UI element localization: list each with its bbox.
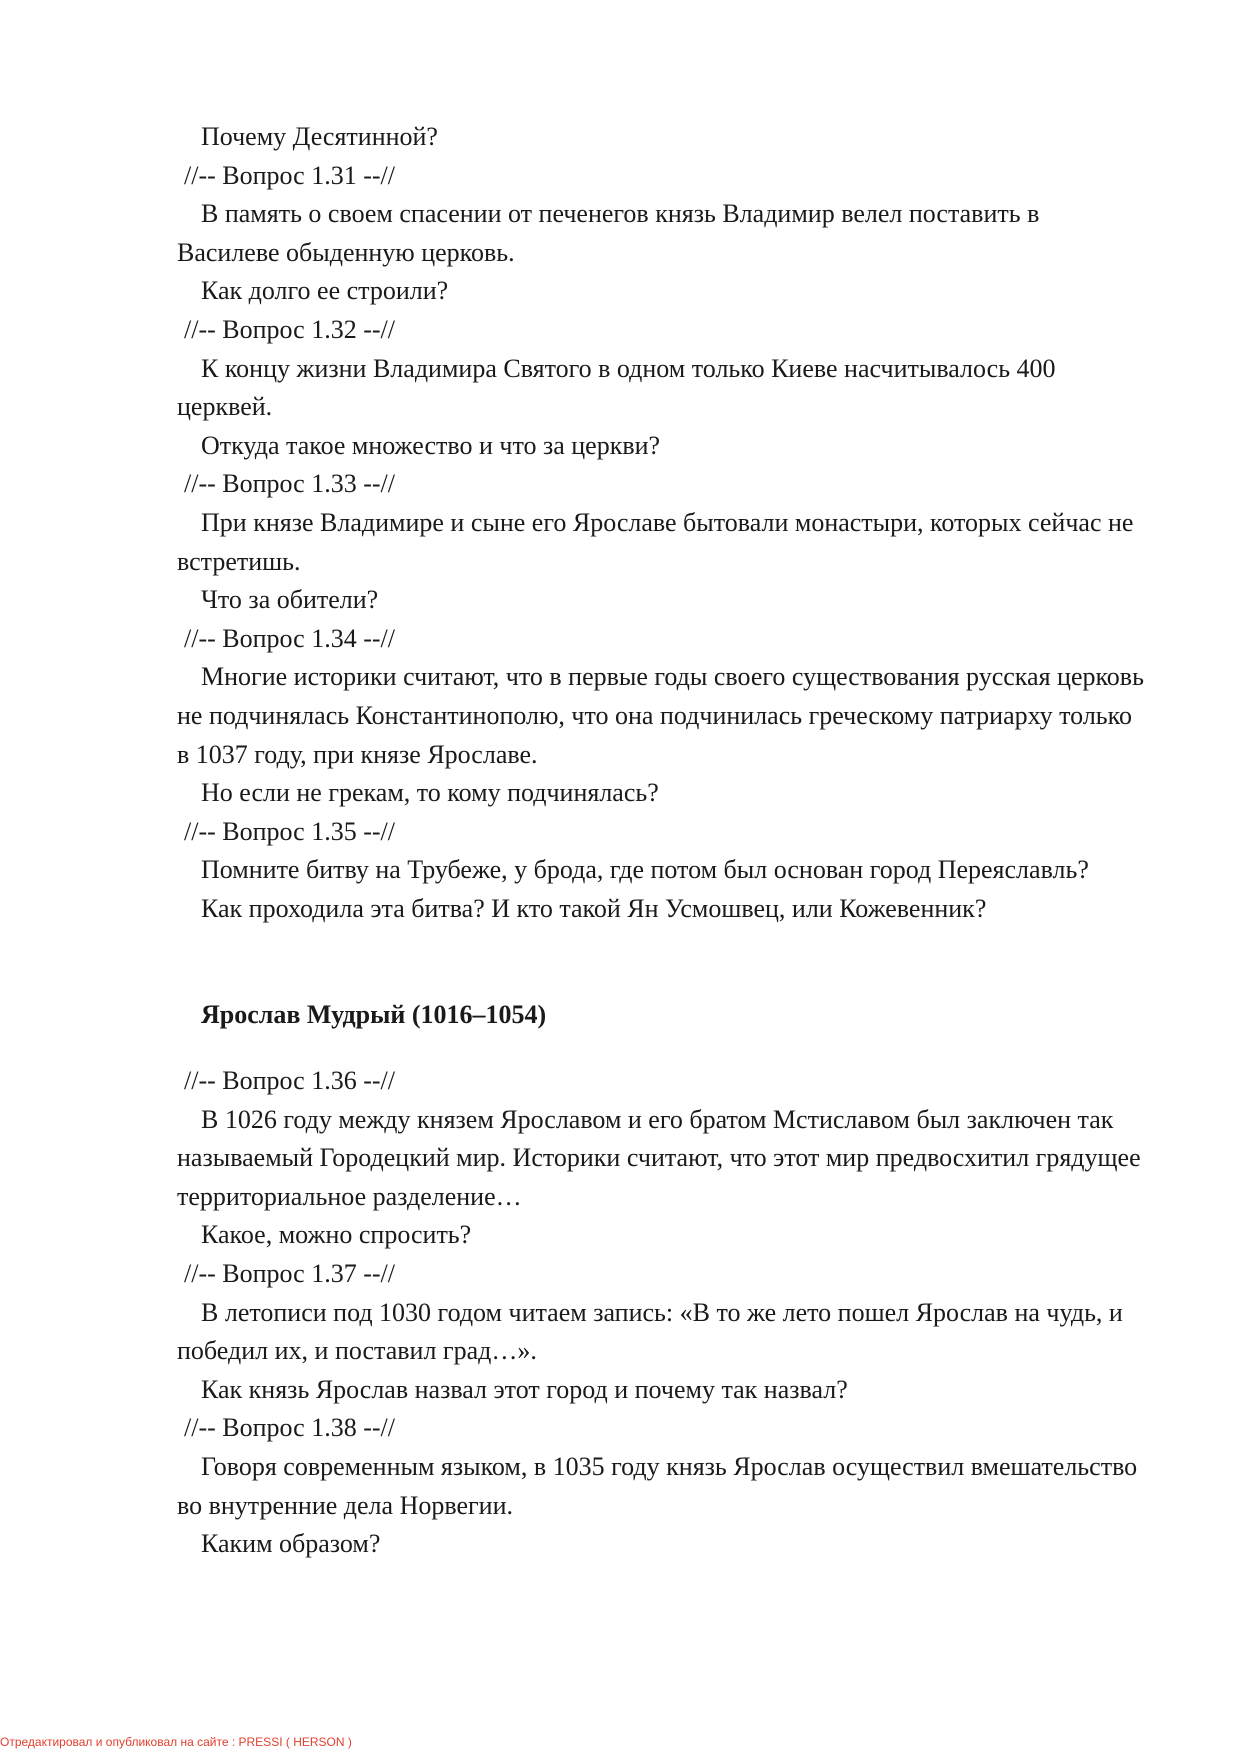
document-body [177, 118, 1147, 1564]
paragraph: Что за обители? [201, 585, 379, 615]
paragraph: Какое, можно спросить? [201, 1220, 472, 1250]
paragraph: Почему Десятинной? [201, 122, 438, 151]
paragraph: При князе Владимире и сыне его Ярославе бытовали монастыри, которых сейчас не встретишь. [177, 507, 1134, 576]
paragraph: Откуда такое множество и что за церкви? [201, 430, 661, 460]
paragraph: В летописи под 1030 годом читаем запись: «В то же лето пошел Ярослав на чудь, и победил их, и поставил град…». [177, 1297, 1123, 1366]
paragraph: Помните битву на Трубеже, у брода, где потом был основан город Переяславль? [201, 855, 1089, 885]
section-after-heading [177, 1062, 1147, 1564]
paragraph: Но если не грекам, то кому подчинялась? [201, 778, 659, 808]
question-marker: //-- Вопрос 1.38 --// [184, 1413, 395, 1443]
question-marker: //-- Вопрос 1.37 --// [184, 1259, 395, 1289]
question-marker: //-- Вопрос 1.31 --// [184, 160, 395, 190]
paragraph: Каким образом? [201, 1529, 381, 1559]
question-marker: //-- Вопрос 1.36 --// [184, 1066, 395, 1096]
paragraph: Как долго ее строили? [201, 276, 449, 306]
paragraph: К концу жизни Владимира Святого в одном только Киеве насчитывалось 400 церквей. [177, 353, 1056, 422]
question-marker: //-- Вопрос 1.33 --// [184, 469, 395, 499]
question-marker: //-- Вопрос 1.32 --// [184, 314, 395, 344]
paragraph: В память о своем спасении от печенегов князь Владимир велел поставить в Василеве обыденную церковь. [177, 199, 1040, 267]
paragraph: Как проходила эта битва? И кто такой Ян Усмошвец, или Кожевенник? [201, 893, 987, 923]
question-marker: //-- Вопрос 1.34 --// [184, 623, 395, 653]
paragraph: В 1026 году между князем Ярославом и его братом Мстиславом был заключен так называемый Городецкий мир. Историки считают, что этот мир предвосхитил грядущее территориальное разделение… [177, 1104, 1141, 1211]
paragraph: Многие историки считают, что в первые годы своего существования русская церковь не подчинялась Константинополю, что она подчинилась греческому патриарху только в 1037 году, при князе Ярославе. [177, 662, 1144, 769]
section-heading: Ярослав Мудрый (1016–1054) [201, 1000, 547, 1030]
paragraph: Говоря современным языком, в 1035 году князь Ярослав осуществил вмешательство во внутренние дела Норвегии. [177, 1452, 1138, 1520]
paragraph: Как князь Ярослав назвал этот город и почему так назвал? [201, 1374, 848, 1404]
footer-credit: Отредактировал и опубликовал на сайте : PRESSI ( HERSON ) [0, 1735, 352, 1749]
question-marker: //-- Вопрос 1.35 --// [184, 816, 395, 846]
section-before-heading [177, 118, 1147, 928]
